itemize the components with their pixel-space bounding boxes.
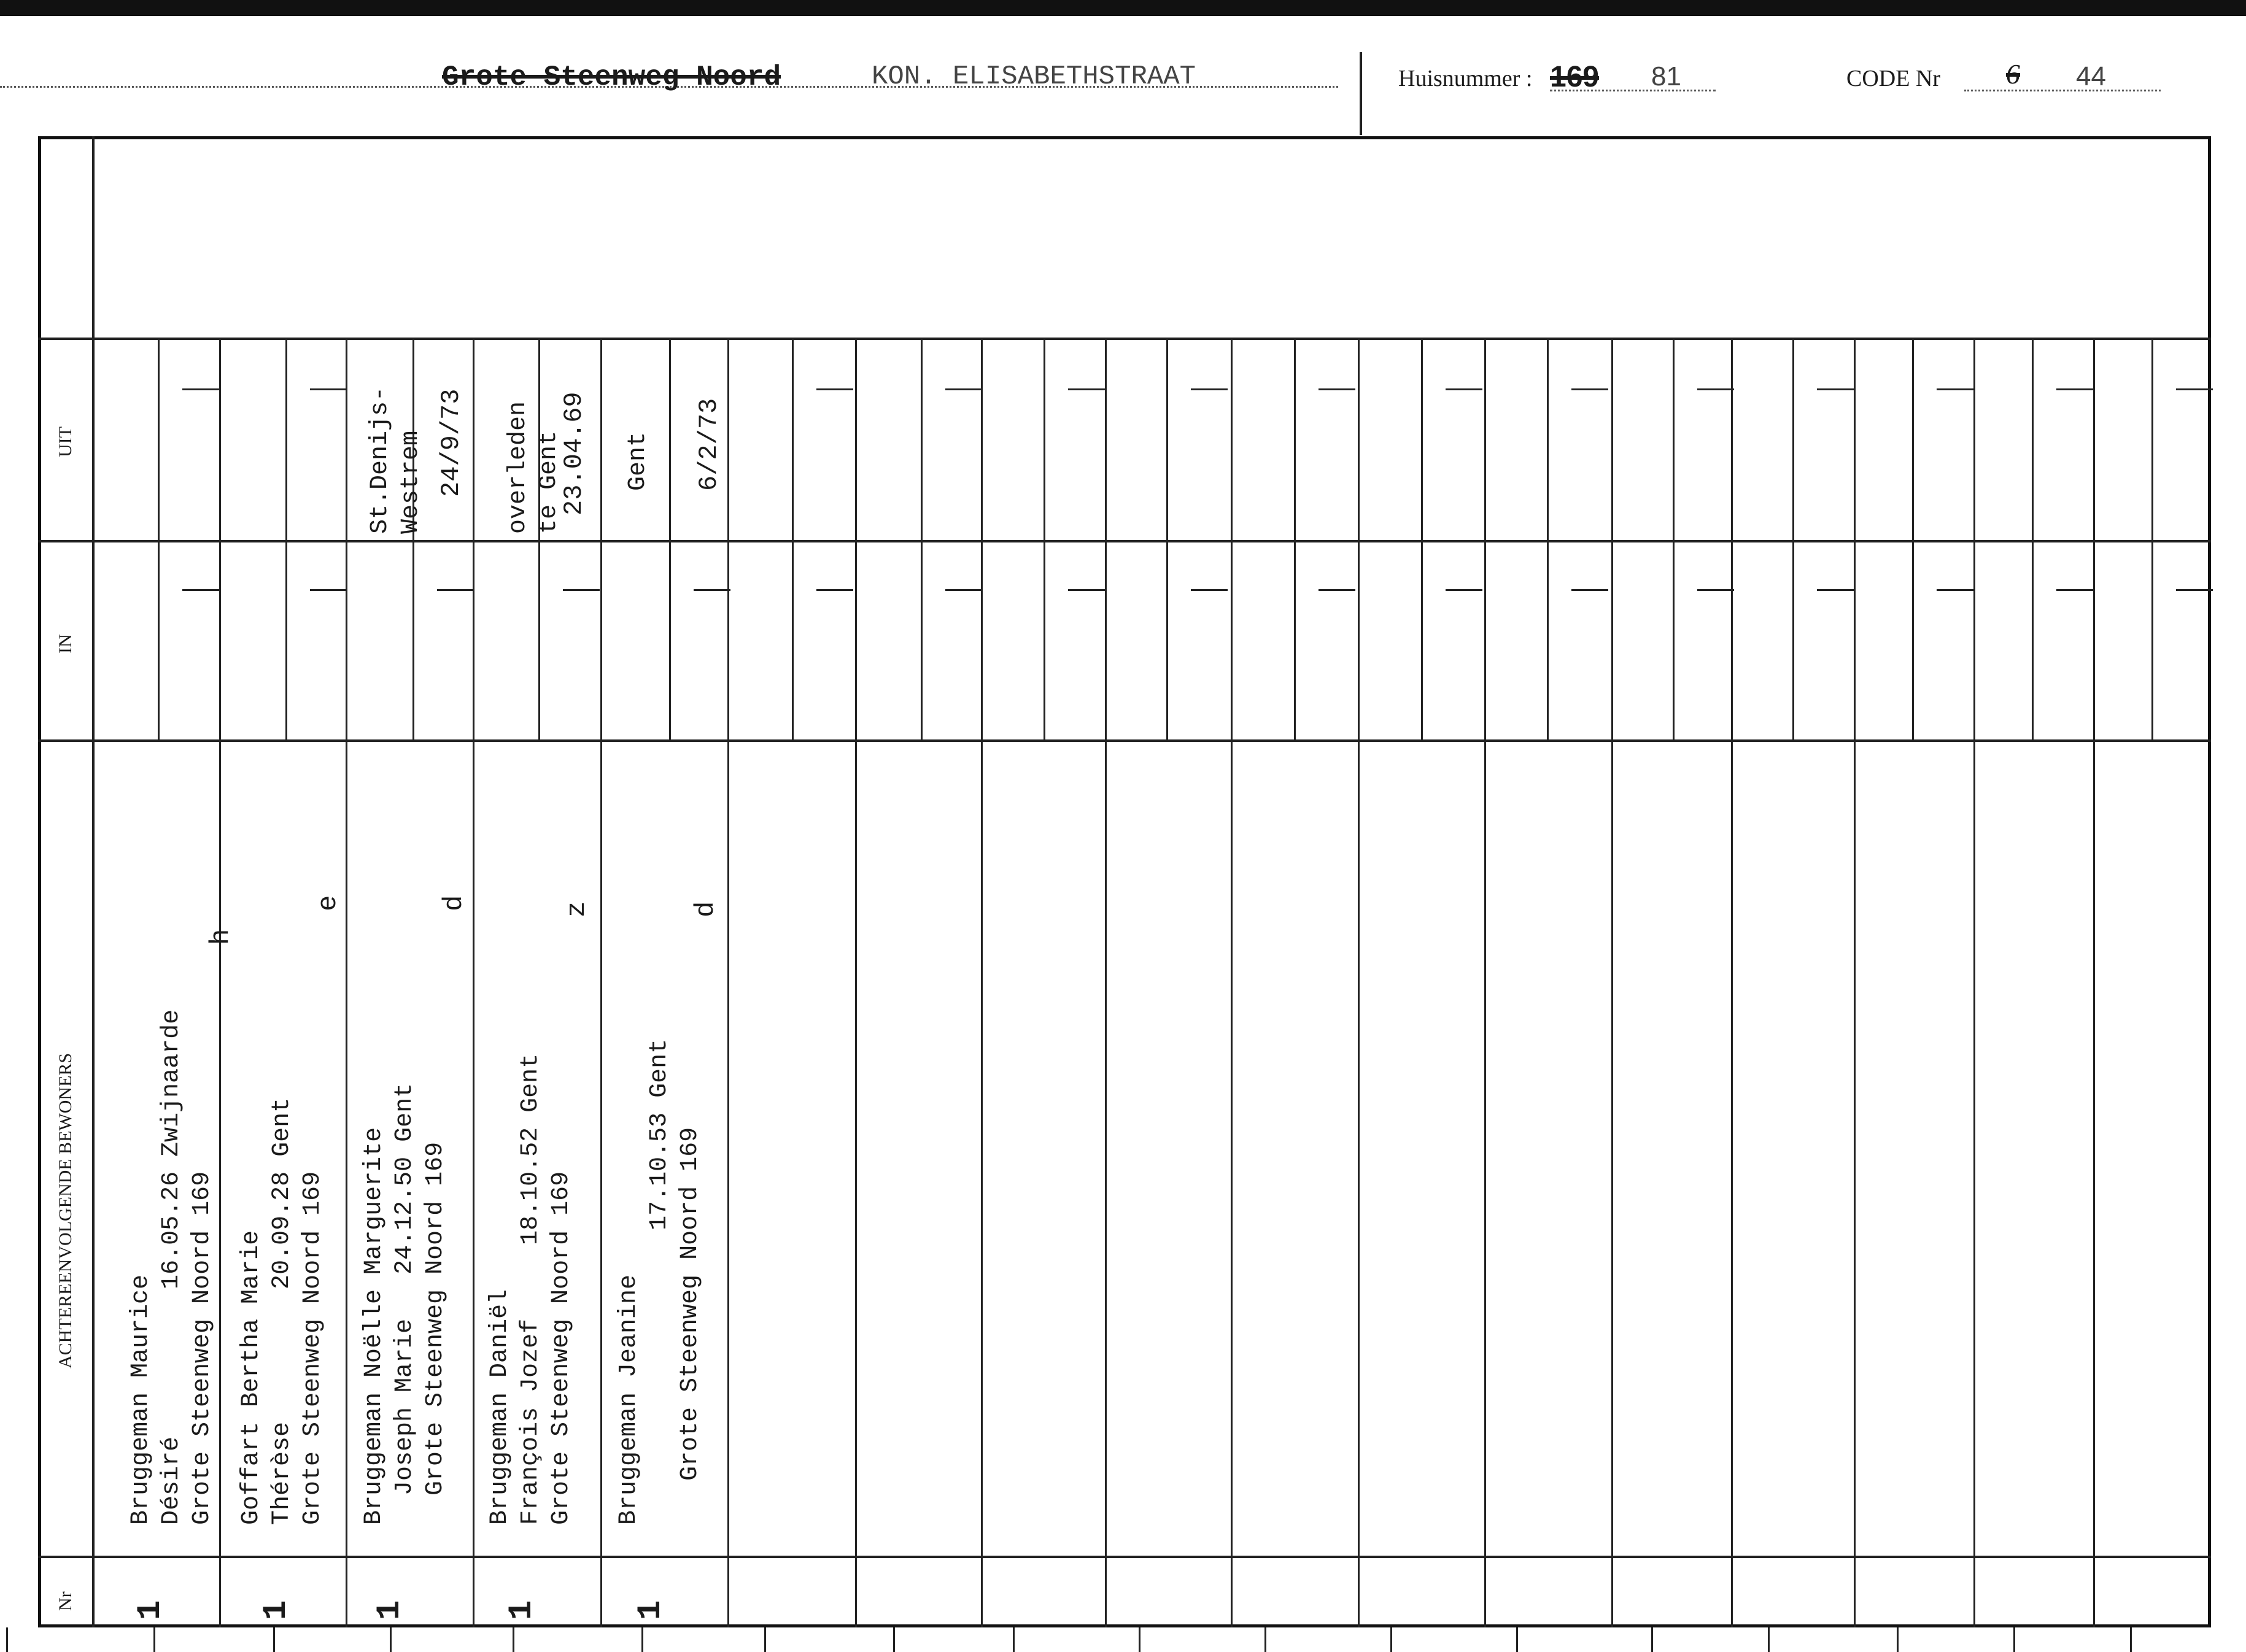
- code-label: CODE Nr: [1846, 66, 1941, 91]
- resident-nr: 1: [371, 1600, 409, 1620]
- sub-column-divider: [1421, 338, 1423, 739]
- street-new: KON. ELISABETHSTRAAT: [872, 61, 1196, 92]
- resident-nr: 1: [632, 1600, 670, 1620]
- column-divider: [1731, 338, 1733, 1627]
- bewoners-top-line: [38, 739, 2211, 742]
- column-divider: [346, 338, 347, 1627]
- resident-uit-date: 6/2/73: [694, 398, 724, 491]
- uit-label: UIT: [55, 427, 76, 457]
- column-divider: [1611, 338, 1613, 1627]
- in-empty-dash: [563, 589, 600, 591]
- column-divider: [473, 338, 474, 1627]
- resident-nr: 1: [132, 1600, 169, 1620]
- bottom-tick: [893, 1627, 895, 1652]
- column-divider: [219, 338, 221, 1627]
- nr-label: Nr: [55, 1591, 76, 1611]
- uit-empty-dash: [1319, 388, 1355, 390]
- resident-role: d: [691, 901, 721, 917]
- in-empty-dash: [1571, 589, 1608, 591]
- bottom-tick: [1516, 1627, 1518, 1652]
- resident-name: Bruggeman Maurice Désiré 16.05.26 Zwijnaarde Grote Steenweg Noord 169: [127, 1009, 216, 1525]
- code-old: 6: [2006, 58, 2020, 90]
- code-dotted-line: [1964, 90, 2161, 91]
- resident-role: z: [562, 901, 592, 917]
- uit-empty-dash: [1068, 388, 1105, 390]
- house-number-label: Huisnummer :: [1398, 66, 1533, 91]
- uit-empty-dash: [1937, 388, 1973, 390]
- header-divider: [1360, 52, 1362, 135]
- resident-name: Goffart Bertha Marie Thérèse 20.09.28 Gent Grote Steenweg Noord 169: [238, 1097, 327, 1525]
- uit-empty-dash: [1571, 388, 1608, 390]
- sub-column-divider: [669, 338, 671, 739]
- nr-top-line: [38, 1556, 2211, 1558]
- uit-empty-dash: [1446, 388, 1482, 390]
- sub-column-divider: [1792, 338, 1794, 739]
- column-divider: [1358, 338, 1360, 1627]
- column-divider: [2093, 338, 2095, 1627]
- column-divider: [1854, 338, 1856, 1627]
- bottom-tick: [764, 1627, 766, 1652]
- resident-uit-place: Gent: [624, 431, 652, 491]
- sub-column-divider: [285, 338, 287, 739]
- in-empty-dash: [1446, 589, 1482, 591]
- bottom-tick: [273, 1627, 275, 1652]
- resident-uit-place: overleden te Gent: [505, 401, 563, 534]
- house-number-old: 169: [1550, 61, 1600, 93]
- in-top-line: [38, 540, 2211, 542]
- code-new: 44: [2076, 61, 2106, 91]
- column-divider: [855, 338, 857, 1627]
- sub-column-divider: [2032, 338, 2034, 739]
- in-label: IN: [55, 634, 76, 654]
- bottom-tick: [1768, 1627, 1770, 1652]
- house-dotted-line: [1550, 90, 1716, 91]
- resident-uit-date: 23.04.69: [559, 392, 589, 515]
- bottom-tick: [390, 1627, 392, 1652]
- resident-name: Bruggeman Daniël François Jozef 18.10.52 Gent Grote Steenweg Noord 169: [486, 1053, 575, 1525]
- in-empty-dash: [310, 589, 347, 591]
- uit-top-line: [38, 338, 2211, 340]
- bewoners-label: ACHTEREENVOLGENDE BEWONERS: [55, 1052, 76, 1368]
- sub-column-divider: [1673, 338, 1675, 739]
- column-divider: [1231, 338, 1233, 1627]
- resident-uit-place: St.Denijs- Westrem: [366, 386, 425, 534]
- in-empty-dash: [694, 589, 730, 591]
- house-number-new: 81: [1651, 61, 1681, 91]
- bottom-tick: [1264, 1627, 1266, 1652]
- in-empty-dash: [1817, 589, 1854, 591]
- in-empty-dash: [1937, 589, 1973, 591]
- in-empty-dash: [1319, 589, 1355, 591]
- resident-nr: 1: [503, 1600, 541, 1620]
- in-empty-dash: [945, 589, 982, 591]
- bottom-tick: [1390, 1627, 1392, 1652]
- in-empty-dash: [2056, 589, 2093, 591]
- sub-column-divider: [538, 338, 540, 739]
- bottom-tick: [1013, 1627, 1015, 1652]
- resident-role: d: [439, 895, 470, 911]
- bottom-tick: [153, 1627, 155, 1652]
- bottom-tick: [513, 1627, 514, 1652]
- column-divider: [1105, 338, 1107, 1627]
- bottom-tick: [1897, 1627, 1899, 1652]
- column-divider: [600, 338, 602, 1627]
- label-column-divider: [92, 136, 95, 1627]
- in-empty-dash: [1697, 589, 1734, 591]
- column-divider: [1484, 338, 1486, 1627]
- sub-column-divider: [792, 338, 794, 739]
- bottom-tick: [2130, 1627, 2132, 1652]
- resident-name: Bruggeman Jeanine 17.10.53 Gent Grote Steenweg Noord 169: [615, 1038, 704, 1525]
- sub-column-divider: [1547, 338, 1549, 739]
- resident-nr: 1: [258, 1600, 295, 1620]
- column-divider: [981, 338, 983, 1627]
- uit-empty-dash: [1697, 388, 1734, 390]
- left-edge-tick: [6, 1627, 8, 1652]
- uit-empty-dash: [2056, 388, 2093, 390]
- uit-empty-dash: [816, 388, 853, 390]
- resident-uit-date: 24/9/73: [436, 388, 466, 497]
- uit-empty-dash: [310, 388, 347, 390]
- sub-column-divider: [1294, 338, 1296, 739]
- in-empty-dash: [437, 589, 474, 591]
- bottom-tick: [1651, 1627, 1653, 1652]
- uit-empty-dash: [1191, 388, 1228, 390]
- in-empty-dash: [2176, 589, 2213, 591]
- resident-role: h: [206, 928, 236, 945]
- bottom-tick: [641, 1627, 643, 1652]
- in-empty-dash: [1068, 589, 1105, 591]
- uit-empty-dash: [945, 388, 982, 390]
- column-divider: [1973, 338, 1975, 1627]
- sub-column-divider: [2151, 338, 2153, 739]
- sub-column-divider: [1912, 338, 1914, 739]
- bottom-tick: [1139, 1627, 1140, 1652]
- in-empty-dash: [816, 589, 853, 591]
- uit-empty-dash: [182, 388, 219, 390]
- bottom-tick: [2013, 1627, 2015, 1652]
- scan-top-border: [0, 0, 2246, 16]
- street-old: Grote Steenweg Noord: [442, 61, 781, 93]
- sub-column-divider: [1044, 338, 1045, 739]
- uit-empty-dash: [1817, 388, 1854, 390]
- in-empty-dash: [182, 589, 219, 591]
- sub-column-divider: [158, 338, 160, 739]
- resident-role: e: [313, 895, 344, 911]
- column-divider: [727, 338, 729, 1627]
- uit-empty-dash: [2176, 388, 2213, 390]
- in-empty-dash: [1191, 589, 1228, 591]
- sub-column-divider: [921, 338, 923, 739]
- sub-column-divider: [1166, 338, 1168, 739]
- resident-name: Bruggeman Noëlle Marguerite Joseph Marie 24.12.50 Gent Grote Steenweg Noord 169: [360, 1083, 449, 1525]
